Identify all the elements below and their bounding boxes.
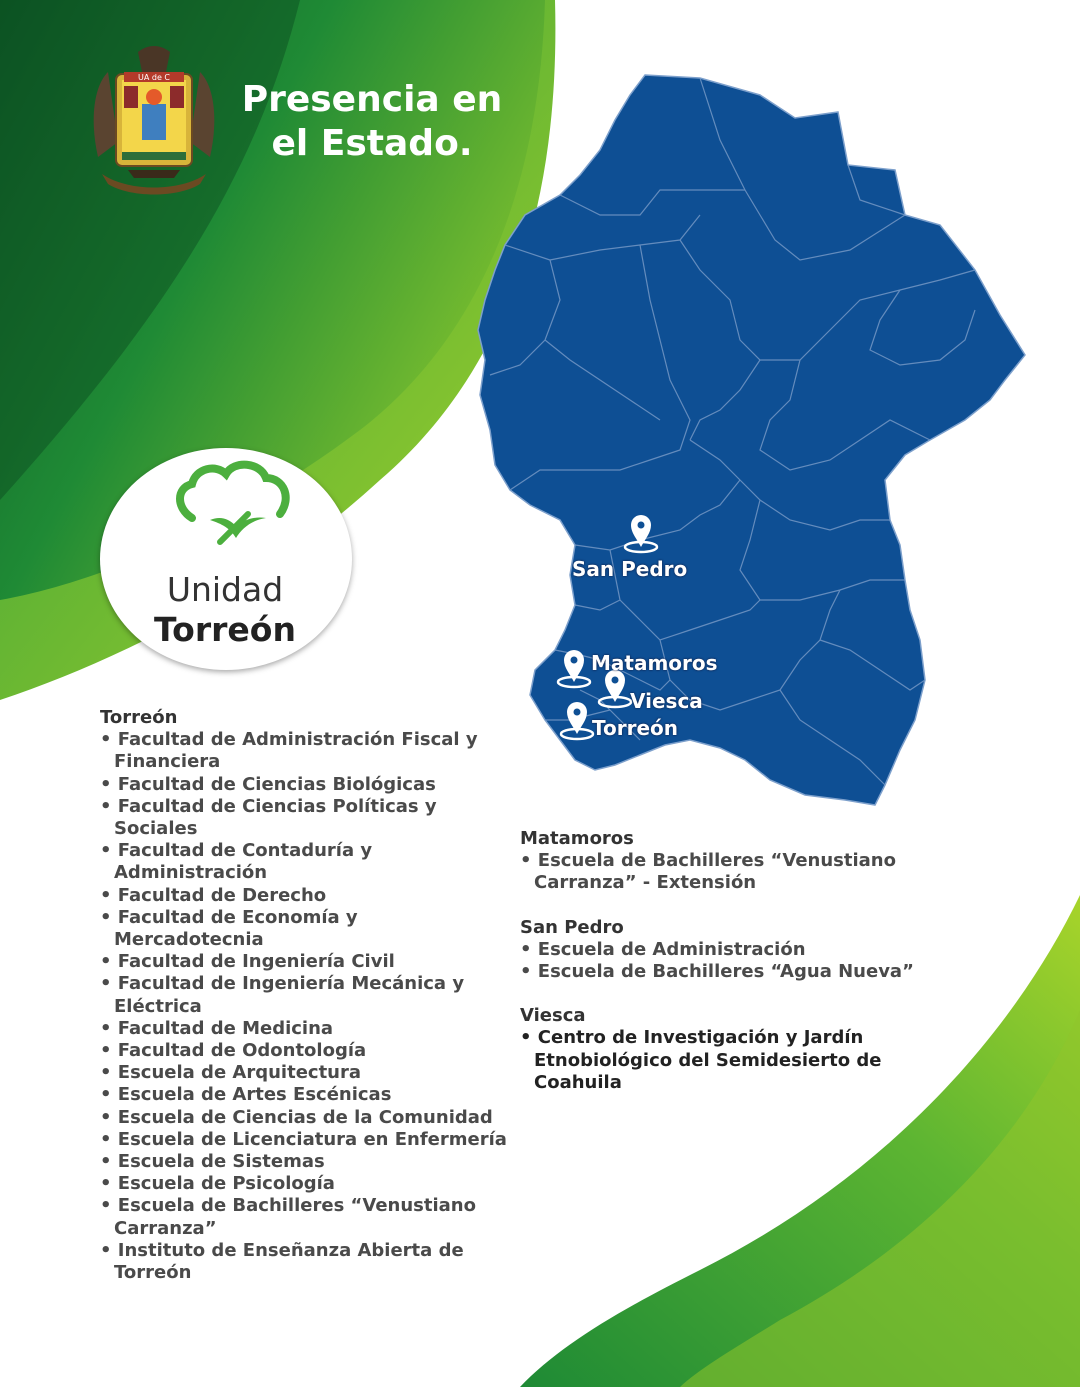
list-item: • Escuela de Psicología xyxy=(100,1173,335,1195)
list-item: • Escuela de Ciencias de la Comunidad xyxy=(100,1106,493,1128)
san-pedro-items xyxy=(520,939,920,983)
list-item: • Escuela de Artes Escénicas xyxy=(100,1084,392,1106)
list-item: • Escuela de Sistemas xyxy=(100,1151,325,1173)
list-item: • Escuela de Bachilleres “Agua Nueva” xyxy=(520,961,914,983)
matamoros-heading: Matamoros xyxy=(520,828,634,849)
city-label-san-pedro: San Pedro xyxy=(572,557,688,581)
matamoros-section xyxy=(520,828,920,895)
list-item: • Escuela de Bachilleres “Venustiano Carranza” xyxy=(100,1195,476,1239)
list-item: • Facultad de Ciencias Políticas y Sociales xyxy=(100,795,437,840)
torreon-heading: Torreón xyxy=(100,707,178,728)
title-line2: el Estado. xyxy=(271,123,473,164)
viesca-items xyxy=(520,1027,920,1094)
unit-name-line2: Torreón xyxy=(154,610,296,649)
list-item: • Instituto de Enseñanza Abierta de Torreón xyxy=(100,1239,464,1284)
list-item: • Facultad de Odontología xyxy=(100,1040,367,1062)
list-item: • Facultad de Ciencias Biológicas xyxy=(100,773,436,795)
san-pedro-section xyxy=(520,917,920,984)
list-item: • Escuela de Administración xyxy=(520,938,806,960)
right-schools-lists xyxy=(520,828,920,1116)
cotton-flower-icon xyxy=(170,458,294,554)
list-item: • Facultad de Administración Fiscal y Financiera xyxy=(100,729,478,773)
list-item: • Facultad de Contaduría y Administración xyxy=(100,840,373,884)
list-item: • Facultad de Medicina xyxy=(100,1017,334,1039)
state-region xyxy=(478,75,1025,805)
list-item: • Escuela de Bachilleres “Venustiano Carranza” - Extensión xyxy=(520,850,896,894)
list-item: • Centro de Investigación y Jardín Etnobiológico del Semidesierto de Coahuila xyxy=(520,1027,882,1093)
seal-text: UA de C xyxy=(138,73,170,82)
city-label-viesca: Viesca xyxy=(630,689,703,713)
list-item: • Facultad de Ingeniería Mecánica y Eléctrica xyxy=(100,973,465,1017)
city-label-torreon: Torreón xyxy=(592,716,678,740)
list-item: • Escuela de Arquitectura xyxy=(100,1062,362,1084)
matamoros-items xyxy=(520,850,920,894)
san-pedro-heading: San Pedro xyxy=(520,916,624,938)
torreon-items xyxy=(100,729,510,1284)
list-item: • Escuela de Licenciatura en Enfermería xyxy=(100,1128,507,1150)
list-item: • Facultad de Derecho xyxy=(100,884,327,906)
list-item: • Facultad de Ingeniería Civil xyxy=(100,951,395,973)
viesca-section xyxy=(520,1005,920,1094)
list-item: • Facultad de Economía y Mercadotecnia xyxy=(100,906,358,951)
title-line1: Presencia en xyxy=(241,79,503,120)
university-seal-eagle-icon xyxy=(88,42,220,202)
unit-name-line1: Unidad xyxy=(166,570,284,609)
viesca-heading: Viesca xyxy=(520,1005,586,1027)
page-title xyxy=(222,78,522,166)
city-label-matamoros: Matamoros xyxy=(591,651,718,675)
torreon-schools-list xyxy=(100,707,510,1284)
